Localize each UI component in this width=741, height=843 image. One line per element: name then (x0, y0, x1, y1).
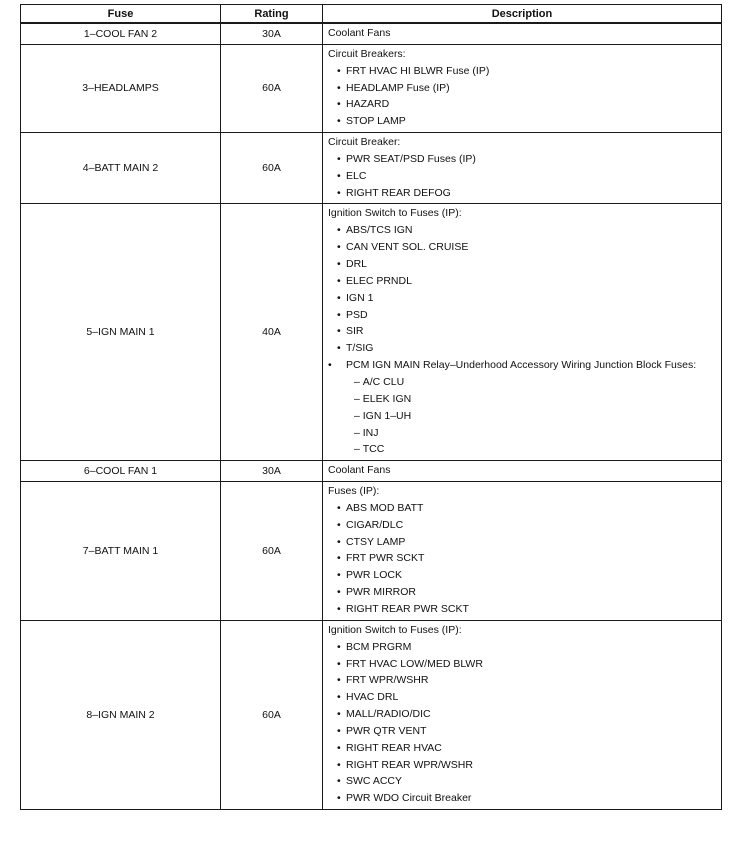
description-bullet: • CIGAR/DLC (328, 517, 717, 534)
description-bullet: • HEADLAMP Fuse (IP) (328, 80, 717, 97)
description-subitem: – A/C CLU (328, 374, 717, 391)
fuse-name: 8–IGN MAIN 2 (21, 620, 221, 809)
description-bullet: • FRT HVAC LOW/MED BLWR (328, 656, 717, 673)
description-bullet: • CAN VENT SOL. CRUISE (328, 239, 717, 256)
header-description: Description (323, 5, 722, 24)
header-row (21, 5, 722, 24)
fuse-name: 1–COOL FAN 2 (21, 23, 221, 44)
table-row (21, 44, 722, 132)
description-bullet: • PWR SEAT/PSD Fuses (IP) (328, 151, 717, 168)
description-subitem: – TCC (328, 441, 717, 458)
description-bullet: • FRT PWR SCKT (328, 550, 717, 567)
fuse-rating: 30A (221, 23, 323, 44)
description-bullet: • SWC ACCY (328, 773, 717, 790)
fuse-description (323, 133, 722, 204)
header-rating: Rating (221, 5, 323, 24)
description-bullet: • PWR QTR VENT (328, 723, 717, 740)
fuse-description (323, 23, 722, 44)
table-body (21, 23, 722, 810)
description-bullet: • FRT HVAC HI BLWR Fuse (IP) (328, 63, 717, 80)
description-bullet: • RIGHT REAR PWR SCKT (328, 601, 717, 618)
description-bullet: • T/SIG (328, 340, 717, 357)
description-bullet: • HVAC DRL (328, 689, 717, 706)
description-subitem: – INJ (328, 425, 717, 442)
description-bullet: • PCM IGN MAIN Relay–Underhood Accessory Wiring Junction Block Fuses: (328, 357, 717, 374)
description-text: Circuit Breaker: (328, 136, 401, 149)
fuse-description (323, 482, 722, 621)
table-row (21, 482, 722, 621)
table-row (21, 204, 722, 461)
fuse-description (323, 204, 722, 461)
fuse-name: 3–HEADLAMPS (21, 44, 221, 132)
fuse-rating: 40A (221, 204, 323, 461)
header-fuse: Fuse (21, 5, 221, 24)
description-bullet: • PSD (328, 307, 717, 324)
fuse-name: 4–BATT MAIN 2 (21, 133, 221, 204)
description-bullet: • PWR LOCK (328, 567, 717, 584)
description-bullet: • ABS MOD BATT (328, 500, 717, 517)
fuse-name: 5–IGN MAIN 1 (21, 204, 221, 461)
description-subitem: – IGN 1–UH (328, 408, 717, 425)
table-row (21, 620, 722, 809)
fuse-name: 7–BATT MAIN 1 (21, 482, 221, 621)
table-row (21, 23, 722, 44)
fuse-description (323, 461, 722, 482)
fuse-table (20, 4, 722, 810)
description-text: Coolant Fans (328, 27, 391, 39)
description-bullet: • ELC (328, 168, 717, 185)
fuse-rating: 60A (221, 133, 323, 204)
description-bullet: • DRL (328, 256, 717, 273)
description-bullet: • FRT WPR/WSHR (328, 672, 717, 689)
fuse-rating: 60A (221, 44, 323, 132)
description-bullet: • RIGHT REAR DEFOG (328, 185, 717, 202)
description-bullet: • RIGHT REAR WPR/WSHR (328, 757, 717, 774)
description-bullet: • SIR (328, 323, 717, 340)
description-bullet: • PWR MIRROR (328, 584, 717, 601)
description-bullet: • MALL/RADIO/DIC (328, 706, 717, 723)
description-bullet: • PWR WDO Circuit Breaker (328, 790, 717, 807)
description-bullet: • IGN 1 (328, 290, 717, 307)
fuse-description (323, 44, 722, 132)
description-subitem: – ELEK IGN (328, 391, 717, 408)
description-text: Circuit Breakers: (328, 47, 406, 60)
fuse-rating: 30A (221, 461, 323, 482)
description-bullet: • CTSY LAMP (328, 534, 717, 551)
fuse-rating: 60A (221, 482, 323, 621)
description-bullet: • ELEC PRNDL (328, 273, 717, 290)
description-bullet: • STOP LAMP (328, 113, 717, 130)
table-row (21, 461, 722, 482)
fuse-rating: 60A (221, 620, 323, 809)
description-bullet: • BCM PRGRM (328, 639, 717, 656)
description-text: Fuses (IP): (328, 485, 380, 498)
fuse-name: 6–COOL FAN 1 (21, 461, 221, 482)
description-text: Coolant Fans (328, 464, 391, 477)
table-row (21, 133, 722, 204)
description-bullet: • ABS/TCS IGN (328, 222, 717, 239)
description-text: Ignition Switch to Fuses (IP): (328, 207, 462, 220)
fuse-description (323, 620, 722, 809)
description-text: Ignition Switch to Fuses (IP): (328, 623, 462, 636)
description-bullet: • RIGHT REAR HVAC (328, 740, 717, 757)
description-bullet: • HAZARD (328, 96, 717, 113)
